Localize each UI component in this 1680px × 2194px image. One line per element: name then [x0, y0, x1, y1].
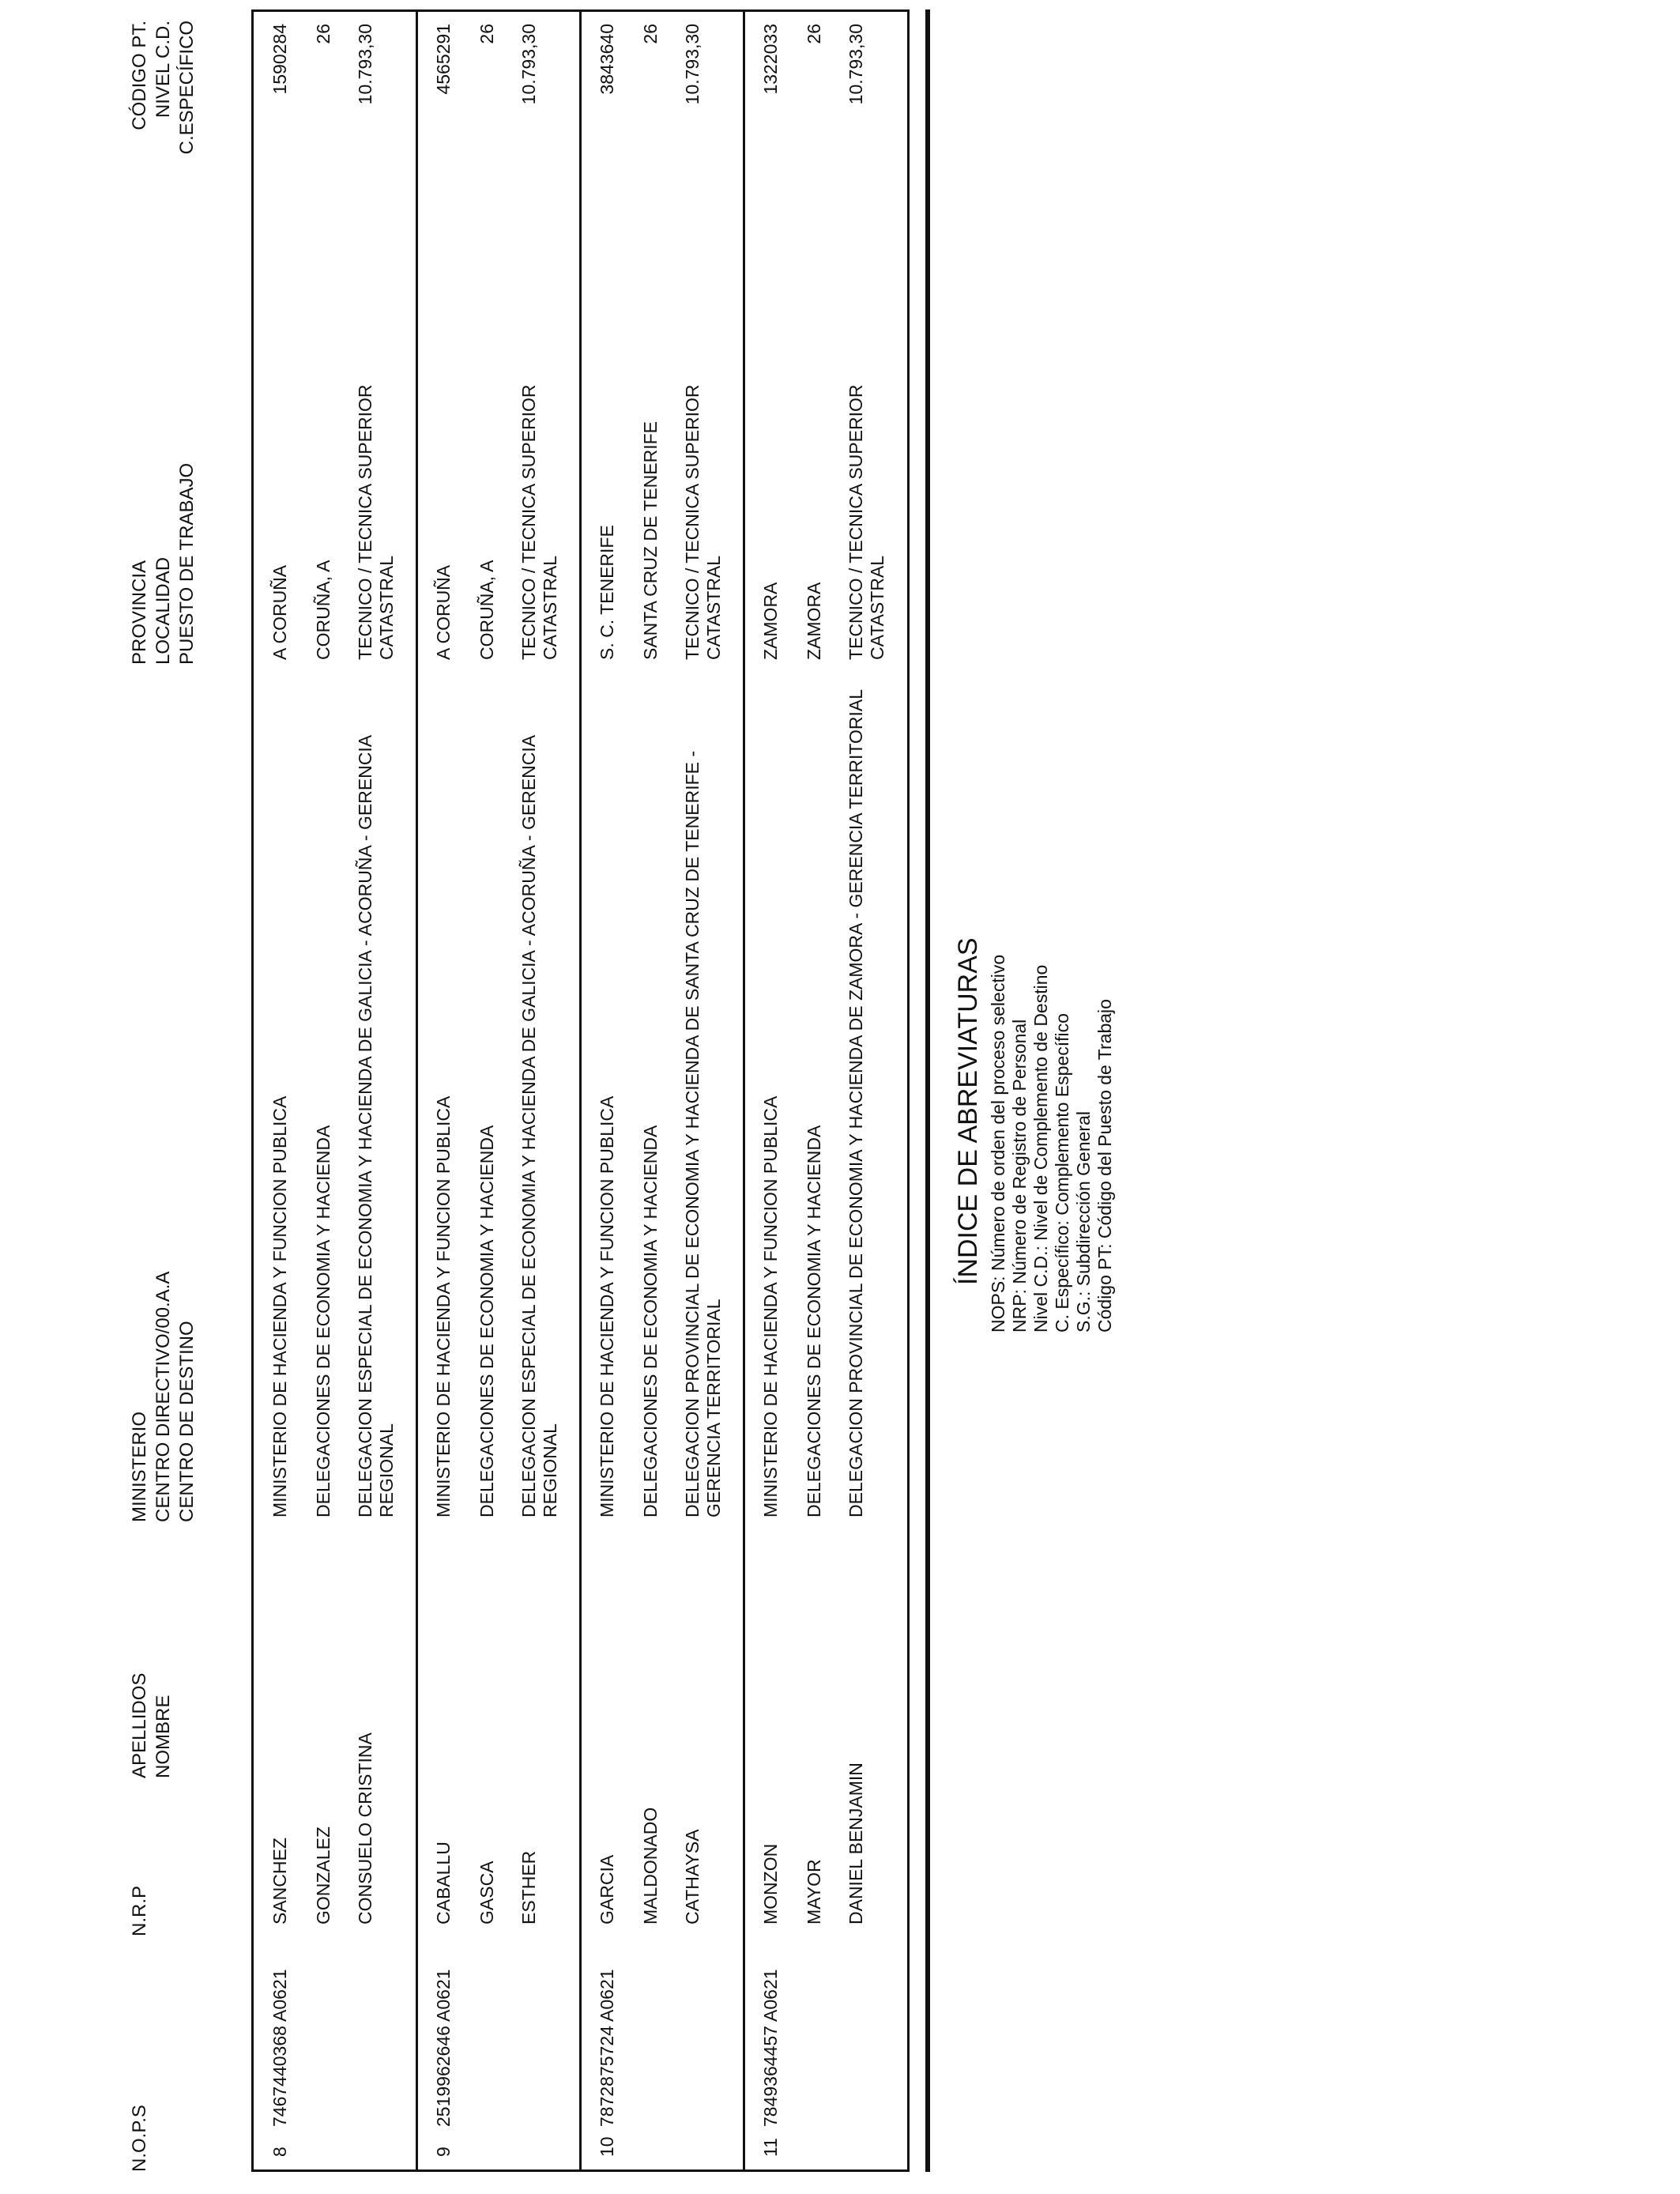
- cell-provincia: ZAMORA: [760, 582, 781, 660]
- cell-puesto: TECNICO / TECNICA SUPERIOR CATASTRAL: [518, 384, 560, 660]
- cell-c-especifico: 10.793,30: [846, 24, 866, 105]
- table-bottom-rule: [925, 9, 930, 2172]
- cell-nivel-cd: 26: [477, 24, 497, 44]
- abbreviations-title: ÍNDICE DE ABREVIATURAS: [953, 937, 983, 1285]
- cell-localidad: ZAMORA: [804, 582, 824, 660]
- cell-nops: 9: [433, 2147, 454, 2157]
- cell-apellido2: MAYOR: [804, 1859, 824, 1924]
- abbreviation-item: Código PT: Código del Puesto de Trabajo: [1094, 999, 1115, 1333]
- records-table: [251, 9, 910, 2172]
- abbreviation-item: NRP: Número de Registro de Personal: [1009, 1019, 1030, 1333]
- cell-c-especifico: 10.793,30: [682, 24, 703, 105]
- header-ministerio: MINISTERIO CENTRO DIRECTIVO/00.A.A CENTRO DE DESTINO: [129, 1271, 198, 1522]
- cell-localidad: CORUÑA, A: [477, 560, 497, 660]
- cell-centro-directivo: DELEGACIONES DE ECONOMIA Y HACIENDA: [477, 1125, 497, 1517]
- cell-nombre: ESTHER: [518, 1850, 539, 1924]
- cell-ministerio: MINISTERIO DE HACIENDA Y FUNCION PUBLICA: [433, 1095, 454, 1517]
- cell-nombre: CATHAYSA: [682, 1829, 703, 1924]
- abbreviations-list: [988, 955, 1116, 1333]
- cell-nrp: 7467440368 A0621: [269, 1969, 290, 2127]
- cell-centro-destino: DELEGACION ESPECIAL DE ECONOMIA Y HACIENDA DE GALICIA - ACORUÑA - GERENCIA REGIONAL: [355, 736, 397, 1517]
- cell-ministerio: MINISTERIO DE HACIENDA Y FUNCION PUBLICA: [597, 1095, 617, 1517]
- cell-ministerio: MINISTERIO DE HACIENDA Y FUNCION PUBLICA: [760, 1095, 781, 1517]
- cell-apellido2: GONZALEZ: [313, 1826, 333, 1924]
- table-row: [417, 12, 581, 2169]
- row-divider: [579, 12, 582, 2169]
- cell-codigo-pt: 3843640: [597, 24, 617, 95]
- cell-centro-directivo: DELEGACIONES DE ECONOMIA Y HACIENDA: [640, 1125, 661, 1517]
- cell-ministerio: MINISTERIO DE HACIENDA Y FUNCION PUBLICA: [269, 1095, 290, 1517]
- cell-nrp: 7849364457 A0621: [760, 1969, 781, 2127]
- abbreviation-item: S.G.: Subdirección General: [1073, 1111, 1094, 1333]
- cell-provincia: S. C. TENERIFE: [597, 525, 617, 660]
- cell-nombre: CONSUELO CRISTINA: [355, 1732, 375, 1924]
- cell-centro-destino: DELEGACION PROVINCIAL DE ECONOMIA Y HACIENDA DE ZAMORA - GERENCIA TERRITORIAL: [846, 688, 866, 1517]
- cell-codigo-pt: 1590284: [269, 24, 290, 95]
- cell-codigo-pt: 4565291: [433, 24, 454, 95]
- cell-centro-destino: DELEGACION ESPECIAL DE ECONOMIA Y HACIENDA DE GALICIA - ACORUÑA - GERENCIA REGIONAL: [518, 736, 560, 1517]
- abbreviation-item: C. Específico: Complemento Específico: [1052, 1013, 1072, 1333]
- cell-provincia: A CORUÑA: [269, 564, 290, 660]
- cell-nombre: DANIEL BENJAMIN: [846, 1762, 866, 1924]
- cell-c-especifico: 10.793,30: [518, 24, 539, 105]
- table-row: [744, 12, 908, 2169]
- cell-puesto: TECNICO / TECNICA SUPERIOR CATASTRAL: [846, 384, 887, 660]
- cell-nivel-cd: 26: [640, 24, 661, 44]
- cell-nops: 10: [597, 2136, 617, 2157]
- cell-nrp: 7872875724 A0621: [597, 1969, 617, 2127]
- row-divider: [743, 12, 745, 2169]
- cell-apellido2: GASCA: [477, 1860, 497, 1924]
- cell-localidad: SANTA CRUZ DE TENERIFE: [640, 420, 661, 660]
- abbreviation-item: Nivel C.D.: Nivel de Complemento de Destino: [1030, 964, 1051, 1333]
- cell-apellido2: MALDONADO: [640, 1807, 661, 1924]
- cell-puesto: TECNICO / TECNICA SUPERIOR CATASTRAL: [682, 384, 724, 660]
- cell-nops: 11: [760, 2138, 781, 2157]
- table-row: [581, 12, 744, 2169]
- cell-apellido1: GARCIA: [597, 1854, 617, 1924]
- cell-centro-directivo: DELEGACIONES DE ECONOMIA Y HACIENDA: [804, 1125, 824, 1517]
- cell-provincia: A CORUÑA: [433, 564, 454, 660]
- cell-apellido1: SANCHEZ: [269, 1838, 290, 1924]
- header-nrp: N.R.P: [129, 1885, 150, 1936]
- cell-puesto: TECNICO / TECNICA SUPERIOR CATASTRAL: [355, 384, 397, 660]
- cell-centro-directivo: DELEGACIONES DE ECONOMIA Y HACIENDA: [313, 1125, 333, 1517]
- header-codigo: CÓDIGO PT. NIVEL C.D. C.ESPECÍFICO: [129, 21, 198, 155]
- cell-c-especifico: 10.793,30: [355, 24, 375, 105]
- abbreviation-item: NOPS: Número de orden del proceso selectivo: [988, 954, 1008, 1333]
- cell-centro-destino: DELEGACION PROVINCIAL DE ECONOMIA Y HACIENDA DE SANTA CRUZ DE TENERIFE - GERENCIA TERRITORIAL: [682, 750, 724, 1517]
- cell-nops: 8: [269, 2147, 290, 2157]
- header-provincia: PROVINCIA LOCALIDAD PUESTO DE TRABAJO: [129, 462, 198, 665]
- cell-nrp: 2519962646 A0621: [433, 1969, 454, 2127]
- row-divider: [416, 12, 418, 2169]
- cell-localidad: CORUÑA, A: [313, 560, 333, 660]
- header-nops: N.O.P.S: [129, 2105, 150, 2172]
- header-apellidos: APELLIDOS NOMBRE: [129, 1672, 174, 1778]
- table-row: [254, 12, 417, 2169]
- cell-nivel-cd: 26: [313, 24, 333, 44]
- cell-apellido1: CABALLU: [433, 1842, 454, 1924]
- cell-codigo-pt: 1322033: [760, 24, 781, 95]
- cell-apellido1: MONZON: [760, 1843, 781, 1924]
- cell-nivel-cd: 26: [804, 24, 824, 44]
